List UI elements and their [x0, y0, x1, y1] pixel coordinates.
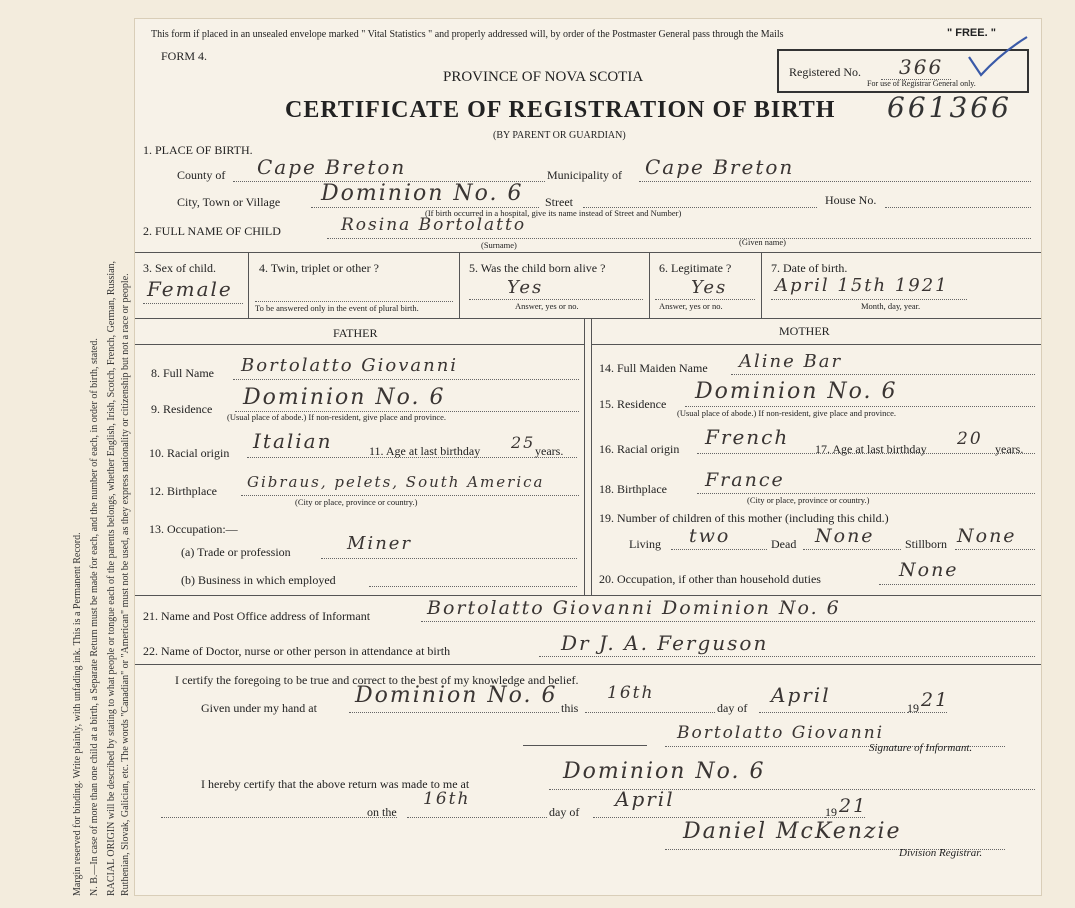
mother-age-years: years.: [995, 442, 1024, 456]
father-age-value: 25: [511, 433, 536, 452]
mother-age-label: 17. Age at last birthday: [815, 442, 927, 456]
registrar-place-value: Dominion No. 6: [563, 759, 766, 784]
informant-value: Bortolatto Giovanni Dominion No. 6: [427, 597, 841, 619]
father-occupation-label: 13. Occupation:—: [149, 522, 238, 536]
mother-occupation-label: 20. Occupation, if other than household duties: [599, 572, 821, 586]
on-the-label: on the: [367, 805, 397, 819]
place-of-birth-heading: 1. PLACE OF BIRTH.: [143, 143, 253, 157]
sex-label: 3. Sex of child.: [143, 261, 216, 275]
birth-date-label: 7. Date of birth.: [771, 261, 848, 275]
city-value: Dominion No. 6: [321, 181, 524, 206]
divider: [591, 344, 1041, 345]
house-number-label: House No.: [825, 193, 877, 207]
registered-number-value: 366: [899, 55, 944, 79]
father-trade-value: Miner: [347, 533, 413, 554]
father-birthplace-label: 12. Birthplace: [149, 484, 217, 498]
given-place-value: Dominion No. 6: [355, 683, 558, 708]
divider: [135, 318, 1041, 319]
father-name-label: 8. Full Name: [151, 366, 214, 380]
margin-note-nationality: Ruthenian, Slovak, Galician, etc. The words "Canadian" or "American" must not be used, as they express nationality or citizenship but not a race or people.: [120, 273, 131, 896]
father-age-years: years.: [535, 444, 564, 458]
father-name-value: Bortolatto Giovanni: [241, 355, 459, 376]
street-label: Street: [545, 195, 573, 209]
mother-name-value: Aline Bar: [739, 351, 843, 372]
certificate-title: CERTIFICATE OF REGISTRATION OF BIRTH: [285, 97, 836, 123]
doctor-label: 22. Name of Doctor, nurse or other person in attendance at birth: [143, 644, 451, 658]
registrar-month-value: April: [615, 787, 675, 811]
legitimate-value: Yes: [691, 277, 728, 298]
this-label: this: [561, 701, 579, 715]
registrar-year-value: 21: [839, 795, 868, 817]
form-number: FORM 4.: [161, 49, 208, 63]
divider: [248, 252, 249, 318]
stillborn-value: None: [957, 525, 1017, 547]
registered-number-note: For use of Registrar General only.: [867, 79, 976, 88]
legitimate-note: Answer, yes or no.: [659, 301, 723, 311]
dead-value: None: [815, 525, 875, 547]
father-birthplace-value: Gibraus, pelets, South America: [247, 473, 545, 491]
birth-date-value: April 15th 1921: [775, 275, 949, 296]
mother-birthplace-label: 18. Birthplace: [599, 482, 667, 496]
given-under-hand-label: Given under my hand at: [201, 701, 317, 715]
mother-occupation-value: None: [899, 559, 959, 581]
given-year-value: 21: [921, 689, 950, 711]
father-heading: FATHER: [333, 326, 378, 340]
divider: [584, 318, 585, 595]
given-day-of-label: day of: [717, 701, 748, 715]
divider: [135, 344, 584, 345]
mother-racial-origin-value: French: [705, 425, 790, 449]
mother-residence-label: 15. Residence: [599, 397, 667, 411]
division-registrar-label: Division Registrar.: [899, 847, 983, 859]
father-age-label: 11. Age at last birthday: [369, 444, 481, 458]
living-label: Living: [629, 537, 661, 551]
margin-note-racial-origin: RACIAL ORIGIN will be described by stating to what people or tongue each of the parents belongs, whether English, Irish, Scotch, French, German, Russian,: [106, 260, 117, 896]
divider: [135, 595, 1041, 596]
legitimate-label: 6. Legitimate ?: [659, 261, 732, 275]
divider: [523, 745, 647, 746]
father-residence-label: 9. Residence: [151, 402, 213, 416]
divider: [761, 252, 762, 318]
doctor-value: Dr J. A. Ferguson: [561, 631, 769, 655]
county-value: Cape Breton: [257, 155, 407, 179]
child-name-label: 2. FULL NAME OF CHILD: [143, 224, 281, 238]
given-year-prefix: 19: [907, 701, 919, 715]
child-name-value: Rosina Bortolatto: [341, 215, 527, 235]
registrar-day-value: 16th: [423, 789, 471, 809]
sex-value: Female: [147, 277, 233, 301]
given-day-value: 16th: [607, 683, 655, 703]
divider: [591, 318, 592, 595]
father-racial-origin-value: Italian: [253, 429, 333, 453]
certificate-form: [134, 18, 1042, 896]
informant-signature-label: Signature of Informant.: [869, 742, 973, 754]
province-heading: PROVINCE OF NOVA SCOTIA: [443, 69, 644, 85]
postal-notice: This form if placed in an unsealed envelope marked " Vital Statistics " and properly addressed will, by order of the Postmaster General pass through the Mails: [151, 29, 784, 40]
certificate-subtitle: (BY PARENT OR GUARDIAN): [493, 130, 626, 141]
birth-date-note: Month, day, year.: [861, 301, 921, 311]
divider: [649, 252, 650, 318]
mother-birthplace-note: (City or place, province or country.): [747, 495, 870, 505]
municipality-value: Cape Breton: [645, 155, 795, 179]
registrar-statement: I hereby certify that the above return was made to me at: [201, 777, 470, 791]
father-birthplace-note: (City or place, province or country.): [295, 497, 418, 507]
registered-number-label: Registered No.: [789, 65, 861, 79]
registrar-day-of-label: day of: [549, 805, 580, 819]
given-name-note: (Given name): [739, 237, 786, 247]
stillborn-label: Stillborn: [905, 537, 948, 551]
dead-label: Dead: [771, 537, 797, 551]
born-alive-note: Answer, yes or no.: [515, 301, 579, 311]
father-trade-label: (a) Trade or profession: [181, 545, 291, 559]
mother-residence-value: Dominion No. 6: [695, 379, 898, 404]
municipality-label: Municipality of: [547, 168, 622, 182]
postal-free-note: " FREE. ": [947, 27, 996, 39]
father-business-label: (b) Business in which employed: [181, 573, 336, 587]
mother-heading: MOTHER: [779, 324, 830, 338]
check-mark-icon: [965, 35, 1031, 77]
father-residence-value: Dominion No. 6: [243, 385, 446, 410]
city-label: City, Town or Village: [177, 195, 281, 209]
twin-note: To be answered only in the event of plural birth.: [255, 303, 419, 313]
mother-racial-origin-label: 16. Racial origin: [599, 442, 680, 456]
father-racial-origin-label: 10. Racial origin: [149, 446, 230, 460]
born-alive-label: 5. Was the child born alive ?: [469, 261, 606, 275]
registrar-year-prefix: 19: [825, 805, 837, 819]
twin-label: 4. Twin, triplet or other ?: [259, 261, 379, 275]
handwritten-registration-number: 661366: [887, 91, 1012, 124]
born-alive-value: Yes: [507, 277, 544, 298]
mother-birthplace-value: France: [705, 469, 785, 491]
margin-note-multiple-births: N. B.—In case of more than one child at a birth, a Separate Return must be made for each, and the number of each, in order of birth, stated.: [89, 338, 100, 896]
mother-residence-note: (Usual place of abode.) If non-resident, give place and province.: [677, 408, 897, 418]
county-label: County of: [177, 168, 226, 182]
surname-note: (Surname): [481, 240, 517, 250]
margin-note-binding: Margin reserved for binding. Write plainly, with unfading ink. This is a Permanent Record.: [72, 532, 83, 896]
mother-age-value: 20: [957, 429, 983, 449]
divider: [135, 252, 1041, 253]
mother-name-label: 14. Full Maiden Name: [599, 361, 708, 375]
children-count-label: 19. Number of children of this mother (including this child.): [599, 511, 889, 525]
divider: [459, 252, 460, 318]
hospital-note: (If birth occurred in a hospital, give its name instead of Street and Number): [425, 208, 682, 218]
informant-label: 21. Name and Post Office address of Informant: [143, 609, 371, 623]
living-value: two: [689, 525, 731, 547]
divider: [135, 664, 1041, 665]
informant-signature: Bortolatto Giovanni: [677, 723, 885, 743]
certification-statement: I certify the foregoing to be true and correct to the best of my knowledge and belief.: [175, 673, 579, 687]
given-month-value: April: [771, 683, 831, 707]
father-residence-note: (Usual place of abode.) If non-resident, give place and province.: [227, 412, 447, 422]
registrar-signature: Daniel McKenzie: [683, 819, 902, 844]
